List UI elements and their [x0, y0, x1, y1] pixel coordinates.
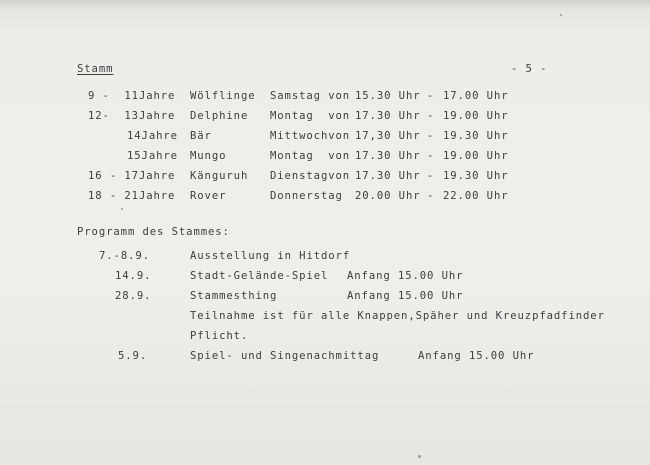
group-age: 12- 13Jahre — [88, 110, 176, 122]
group-day: Dienstagvon — [270, 170, 351, 182]
group-time-from: 17,30 Uhr — [355, 130, 421, 142]
program-start: Anfang 15.00 Uhr — [347, 270, 464, 282]
group-age: 15Jahre — [127, 150, 178, 162]
group-age: 14Jahre — [127, 130, 178, 142]
group-age: 16 - 17Jahre — [88, 170, 176, 182]
program-date: 7.-8.9. — [99, 250, 150, 262]
program-date: 28.9. — [115, 290, 152, 302]
paper-speck — [121, 208, 123, 210]
program-event: Stammesthing — [190, 290, 278, 302]
group-time-dash: - — [427, 130, 435, 142]
group-time-dash: - — [427, 150, 435, 162]
program-event: Ausstellung in Hitdorf — [190, 250, 351, 262]
program-note: Teilnahme ist für alle Knappen,Späher und Kreuzpfadfinder — [190, 310, 605, 322]
group-day: Mittwochvon — [270, 130, 351, 142]
group-time-from: 17.30 Uhr — [355, 170, 421, 182]
group-day: Montag von — [270, 110, 351, 122]
group-time-to: 22.00 Uhr — [443, 190, 509, 202]
group-time-to: 17.00 Uhr — [443, 90, 509, 102]
group-name: Rover — [190, 190, 227, 202]
group-name: Wölflinge — [190, 90, 256, 102]
section-title: Stamm — [77, 63, 114, 75]
group-day: Donnerstag — [270, 190, 343, 202]
group-time-to: 19.00 Uhr — [443, 150, 509, 162]
group-time-from: 17.30 Uhr — [355, 150, 421, 162]
group-time-to: 19.00 Uhr — [443, 110, 509, 122]
program-date: 14.9. — [115, 270, 152, 282]
group-day: Montag von — [270, 150, 351, 162]
program-event: Spiel- und Singenachmittag — [190, 350, 380, 362]
group-time-from: 20.00 Uhr — [355, 190, 421, 202]
program-event: Stadt-Gelände-Spiel — [190, 270, 329, 282]
group-name: Delphine — [190, 110, 249, 122]
group-time-to: 19.30 Uhr — [443, 130, 509, 142]
program-start: Anfang 15.00 Uhr — [418, 350, 535, 362]
group-time-to: 19.30 Uhr — [443, 170, 509, 182]
group-time-dash: - — [427, 190, 435, 202]
page-number: - 5 - — [511, 63, 548, 75]
page-top-shadow — [0, 0, 650, 10]
group-time-dash: - — [427, 110, 435, 122]
group-day: Samstag von — [270, 90, 351, 102]
program-heading: Programm des Stammes: — [77, 226, 230, 238]
group-time-from: 15.30 Uhr — [355, 90, 421, 102]
group-age: 18 - 21Jahre — [88, 190, 176, 202]
group-time-dash: - — [427, 90, 435, 102]
group-time-from: 17.30 Uhr — [355, 110, 421, 122]
paper-speck — [560, 14, 562, 16]
group-name: Mungo — [190, 150, 227, 162]
program-note-continued: Pflicht. — [190, 330, 249, 342]
program-start: Anfang 15.00 Uhr — [347, 290, 464, 302]
program-date: 5.9. — [118, 350, 148, 362]
group-age: 9 - 11Jahre — [88, 90, 176, 102]
group-name: Känguruh — [190, 170, 249, 182]
group-name: Bär — [190, 130, 212, 142]
paper-speck — [418, 455, 421, 458]
group-time-dash: - — [427, 170, 435, 182]
